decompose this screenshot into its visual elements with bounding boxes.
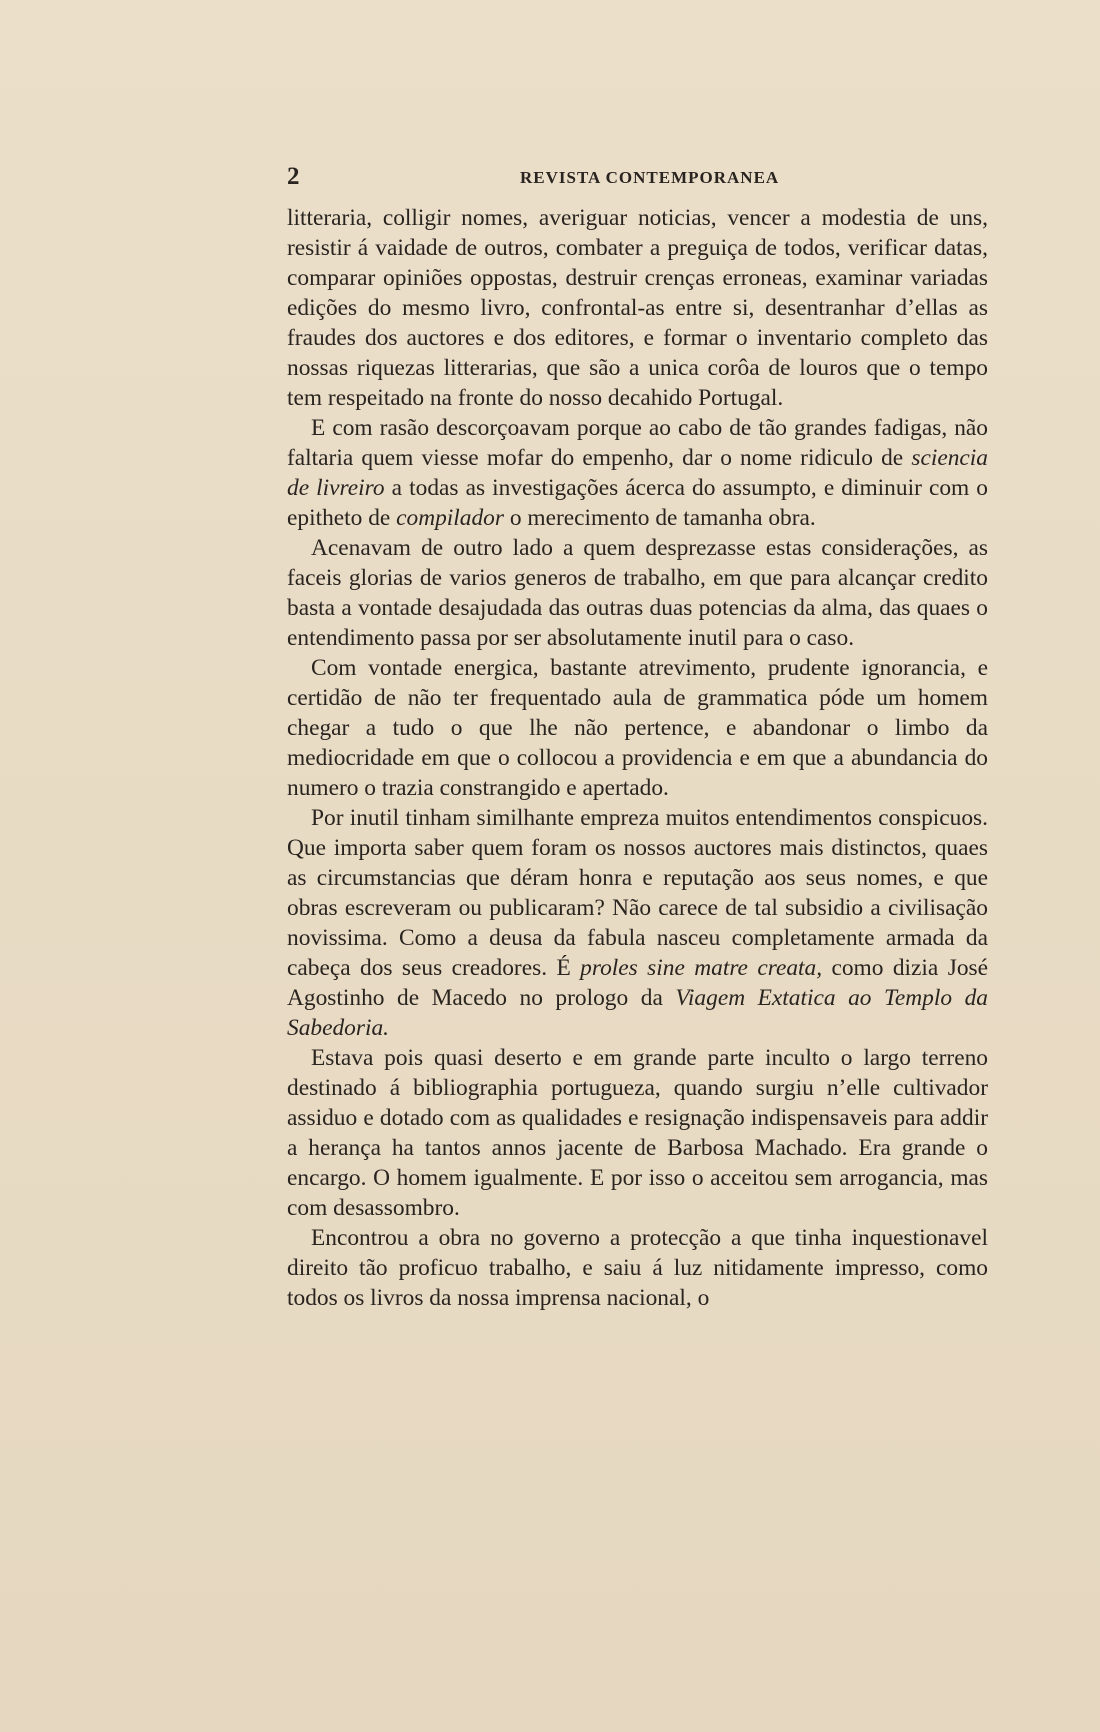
paragraph [287,413,988,533]
body-text [287,203,988,1313]
text-run: a todas as investigações ácerca do assumpto, e diminuir com o epitheto de [287,475,988,531]
text-run: Acenavam de outro lado a quem desprezasse estas considerações, as faceis glorias de varios generos de trabalho, em que para alcançar credito basta a vontade desajudada das outras duas potencias da alma, das quaes o entendimento passa por ser absolutamente inutil para o caso. [287,535,988,651]
paragraph [287,653,988,803]
text-run: Com vontade energica, bastante atrevimento, prudente ignorancia, e certidão de não ter frequentado aula de grammatica póde um homem chegar a tudo o que lhe não pertence, e abandonar o limbo da mediocridade em que o collocou a providencia e em que a abundancia do numero o trazia constrangido e apertado. [287,655,988,801]
running-title: REVISTA CONTEMPORANEA [520,168,780,187]
text-run: E com rasão descorçoavam porque ao cabo de tão grandes fadigas, não faltaria quem viesse mofar do empenho, dar o nome ridiculo de [287,415,988,471]
paragraph [287,533,988,653]
italic-run: Viagem Extatica ao Templo da Sabedoria. [287,985,988,1041]
page-number: 2 [287,163,300,190]
text-run: como dizia José Agostinho de Macedo no prologo da [287,955,988,1011]
text-run: Por inutil tinham similhante empreza muitos entendimentos conspicuos. Que importa saber quem foram os nossos auctores mais distinctos, quaes as circumstancias que déram honra e reputação aos seus nomes, e que obras escreveram ou publicaram? Não carece de tal subsidio a civilisação novissima. Como a deusa da fabula nasceu completamente armada da cabeça dos seus creadores. É [287,805,988,981]
text-run: Estava pois quasi deserto e em grande parte inculto o largo terreno destinado á bibliographia portugueza, quando surgiu n’elle cultivador assiduo e dotado com as qualidades e resignação indispensaveis para addir a herança ha tantos annos jacente de Barbosa Machado. Era grande o encargo. O homem igualmente. E por isso o acceitou sem arrogancia, mas com desassombro. [287,1045,988,1221]
italic-run: proles sine matre creata, [580,955,823,981]
text-run: litteraria, colligir nomes, averiguar noticias, vencer a modestia de uns, resistir á vaidade de outros, combater a preguiça de todos, verificar datas, comparar opiniões oppostas, destruir crenças erroneas, examinar variadas edições do mesmo livro, confrontal-as entre si, desentranhar d’ellas as fraudes dos auctores e dos editores, e formar o inventario completo das nossas riquezas litterarias, que são a unica corôa de louros que o tempo tem respeitado na fronte do nosso decahido Portugal. [287,205,988,411]
italic-run: compilador [396,505,504,531]
paragraph [287,803,988,1043]
text-run: Encontrou a obra no governo a protecção a que tinha inquestionavel direito tão proficuo trabalho, e saiu á luz nitidamente impresso, como todos os livros da nossa imprensa nacional, o [287,1225,988,1311]
page-header [287,163,987,193]
paragraph [287,1223,988,1313]
text-run: o merecimento de tamanha obra. [503,505,816,531]
paragraph [287,1043,988,1223]
paragraph [287,203,988,413]
italic-run: sciencia de livreiro [287,445,988,501]
